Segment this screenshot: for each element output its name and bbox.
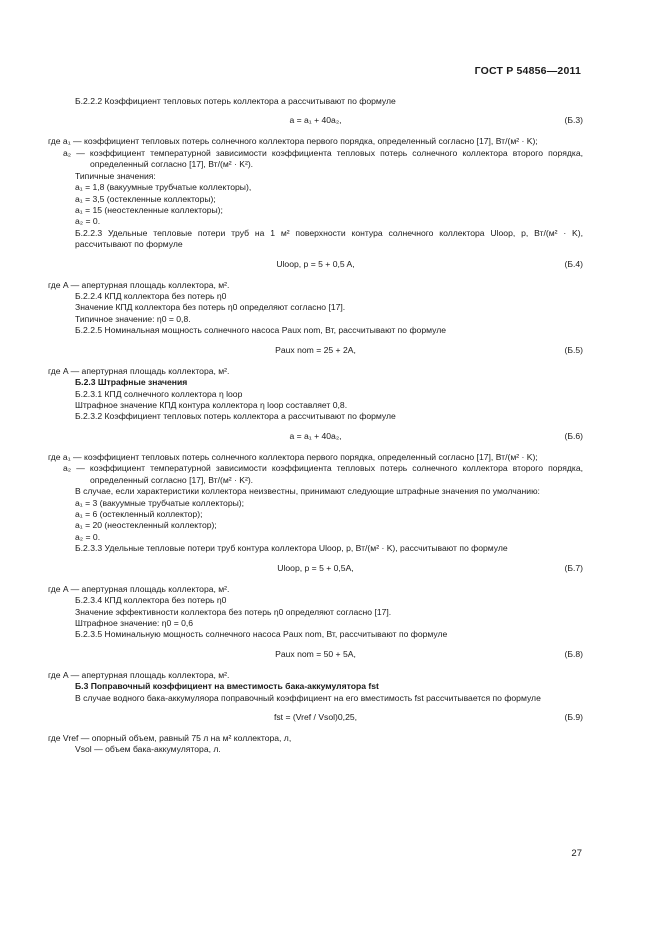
formula-b6 [48,429,583,447]
where-a2: a₂ — коэффициент температурной зависимости коэффициента тепловых потерь солнечного коллектора второго порядка, определенный согласно [17], Вт/(м² · K²). [63,147,583,170]
para-b2-2-3: Б.2.2.3 Удельные тепловые потери труб на 1 м² поверхности контура солнечного коллектора Uloop, p, Вт/(м² · K), рассчитывают по формуле [75,227,583,250]
formula-b6-expr: a = a₁ + 40a₂, [289,430,342,441]
where-a1: где a₁ — коэффициент тепловых потерь солнечного коллектора первого порядка, определенный согласно [17], Вт/(м² · K); [48,136,538,147]
typical-a1-vacuum: a₁ = 1,8 (вакуумные трубчатые коллекторы), [75,182,252,193]
para-b2-2-5: Б.2.2.5 Номинальная мощность солнечного насоса Paux nom, Вт, рассчитывают по формуле [75,325,447,336]
para-eta0-value: Значение КПД коллектора без потерь η0 определяют согласно [17]. [75,302,346,313]
typical-a1-unglazed: a₁ = 15 (неостекленные коллекторы); [75,204,223,215]
where-vsol: Vsol — объем бака-аккумулятора, л. [75,744,221,755]
where-vref: где Vref — опорный объем, равный 75 л на м² коллектора, л, [48,733,292,744]
formula-b7 [48,561,583,579]
formula-b6-number: (Б.6) [564,430,583,441]
para-eta0-typical: Типичное значение: η0 = 0,8. [75,313,191,324]
formula-b4 [48,257,583,275]
para-b2-2-2: Б.2.2.2 Коэффициент тепловых потерь коллектора a рассчитывают по формуле [75,96,396,106]
formula-b5-expr: Paux nom = 25 + 2A, [275,344,356,355]
default-a2: a₂ = 0. [75,531,101,542]
para-default-values: В случае, если характеристики коллектора неизвестны, принимают следующие штрафные значения по умолчанию: [75,486,540,497]
formula-b3 [48,113,583,131]
para-b2-3-4: Б.2.3.4 КПД коллектора без потерь η0 [75,595,227,606]
formula-b8 [48,647,583,665]
para-b2-3-1: Б.2.3.1 КПД солнечного коллектора η loop [75,388,243,399]
para-eta0-efficiency: Значение эффективности коллектора без потерь η0 определяют согласно [17]. [75,606,392,617]
para-eta-loop-penalty: Штрафное значение КПД контура коллектора η loop составляет 0,8. [75,400,348,411]
page-number: 27 [571,848,582,859]
formula-b5 [48,343,583,361]
formula-b9-number: (Б.9) [564,712,583,723]
where-aperture-3: где A — апертурная площадь коллектора, м². [48,583,230,594]
where-aperture-1: где A — апертурная площадь коллектора, м². [48,279,230,290]
formula-b7-number: (Б.7) [564,562,583,573]
where-a1-2: где a₁ — коэффициент тепловых потерь солнечного коллектора первого порядка, определенный согласно [17], Вт/(м² · K); [48,451,538,462]
default-a1-vacuum: a₁ = 3 (вакуумные трубчатые коллекторы); [75,497,245,508]
formula-b5-number: (Б.5) [564,344,583,355]
standard-header: ГОСТ Р 54856—2011 [474,65,581,77]
document-body [48,96,583,756]
where-a2-2: a₂ — коэффициент температурной зависимости коэффициента тепловых потерь солнечного коллектора второго порядка, определенный согласно [17], Вт/(м² · K²). [63,463,583,485]
formula-b8-expr: Paux nom = 50 + 5A, [275,648,356,659]
para-b2-3-3: Б.2.3.3 Удельные тепловые потери труб контура коллектора Uloop, p, Вт/(м² · K), рассчитывают по формуле [75,543,508,554]
formula-b8-number: (Б.8) [564,648,583,659]
para-b2-2-4: Б.2.2.4 КПД коллектора без потерь η0 [75,291,227,302]
section-b3-heading: Б.3 Поправочный коэффициент на вместимость бака-аккумулятора fst [75,681,379,692]
formula-b3-expr: a = a₁ + 40a₂, [289,115,342,126]
where-aperture-2: где A — апертурная площадь коллектора, м². [48,365,230,376]
typical-values-heading: Типичные значения: [75,170,156,181]
para-fst: В случае водного бака-аккумуляора поправочный коэффициент на его вместимость fst рассчитывается по формуле [75,692,541,703]
formula-b9 [48,710,583,728]
where-aperture-4: где A — апертурная площадь коллектора, м². [48,669,230,680]
formula-b4-expr: Uloop, p = 5 + 0,5 A, [276,258,355,269]
typical-a1-glazed: a₁ = 3,5 (остекленные коллекторы); [75,193,216,204]
para-eta0-penalty: Штрафное значение: η0 = 0,6 [75,617,194,628]
default-a1-unglazed: a₁ = 20 (неостекленный коллектор); [75,520,217,531]
para-b2-3-5: Б.2.3.5 Номинальную мощность солнечного насоса Paux nom, Вт, рассчитывают по формуле [75,629,448,640]
para-b2-3-2: Б.2.3.2 Коэффициент тепловых потерь коллектора a рассчитывают по формуле [75,411,396,422]
typical-a2: a₂ = 0. [75,216,101,227]
formula-b9-expr: fst = (Vref / Vsol)0,25, [273,712,358,723]
formula-b7-expr: Uloop, p = 5 + 0,5A, [277,562,354,573]
section-b2-3-heading: Б.2.3 Штрафные значения [75,377,188,388]
default-a1-glazed: a₁ = 6 (остекленный коллектор); [75,508,203,519]
formula-b3-number: (Б.3) [564,115,583,126]
formula-b4-number: (Б.4) [564,258,583,269]
